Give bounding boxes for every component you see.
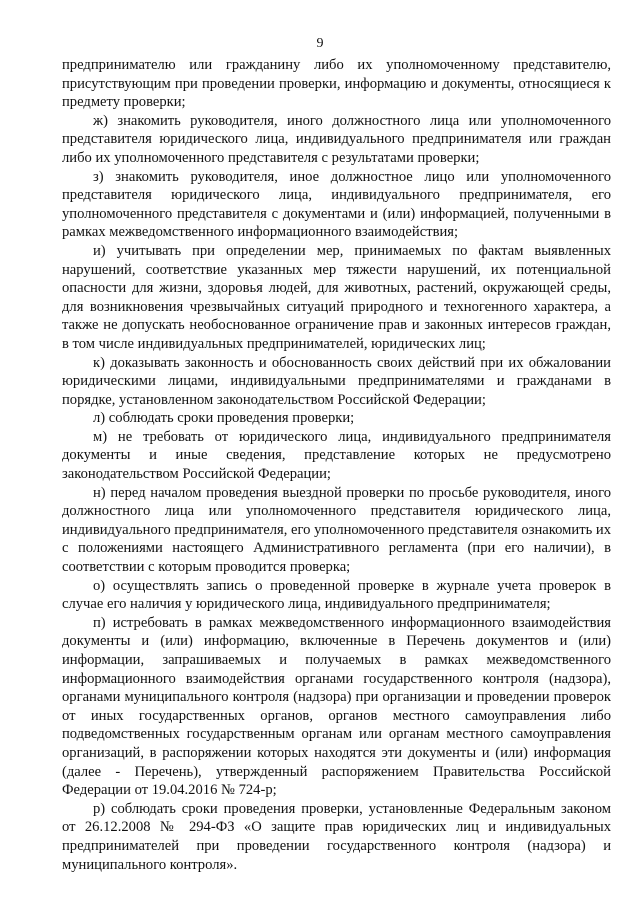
document-body: [62, 56, 611, 874]
paragraph-z: з) знакомить руководителя, иное должностное лицо или уполномоченного представителя юридического лица, индивидуального предпринимателя, его уполномоченного представителя с документами и (или) информацией, полученными в рамках межведомственного информационного взаимодействия;: [62, 168, 611, 241]
paragraph-n: н) перед началом проведения выездной проверки по просьбе руководителя, иного должностного лица или уполномоченного представителя юридического лица, индивидуального предпринимателя, его уполномоченного представителя ознакомить их с положениями настоящего Административного регламента (при его наличии), в соответствии с которым проводится проверка;: [62, 484, 611, 576]
paragraph-zh: ж) знакомить руководителя, иного должностного лица или уполномоченного представителя юридического лица, индивидуального предпринимателя или граждан либо их уполномоченного представителя с результатами проверки;: [62, 112, 611, 166]
paragraph-o: о) осуществлять запись о проведенной проверке в журнале учета проверок в случае его наличия у юридического лица, индивидуального предпринимателя;: [62, 577, 611, 613]
paragraph-k: к) доказывать законность и обоснованность своих действий при их обжаловании юридическими лицами, индивидуальными предпринимателями и гражданами в порядке, установленном законодательством Российской Федерации;: [62, 354, 611, 408]
paragraph-l: л) соблюдать сроки проведения проверки;: [93, 410, 355, 427]
paragraph-m: м) не требовать от юридического лица, индивидуального предпринимателя документы и иные сведения, представление которых не предусмотрено законодательством Российской Федерации;: [62, 428, 611, 483]
paragraph-i: и) учитывать при определении мер, принимаемых по фактам выявленных нарушений, соответствие указанных мер тяжести нарушений, их потенциальной опасности для жизни, здоровья людей, для животных, растений, окружающей среды, для возникновения чрезвычайных ситуаций природного и техногенного характера, а также не допускать необоснованное ограничение прав и законных интересов граждан, в том числе индивидуальных предпринимателей, юридических лиц;: [62, 242, 611, 352]
page-number: 9: [316, 36, 324, 51]
paragraph-r: р) соблюдать сроки проведения проверки, установленные Федеральным законом от 26.12.2008 № 294-ФЗ «О защите прав юридических лиц и индивидуальных предпринимателей при проведении государственного контроля (надзора) и муниципального контроля».: [62, 800, 611, 873]
paragraph-p: п) истребовать в рамках межведомственного информационного взаимодействия документы и (или) информацию, включенные в Перечень документов и (или) информации, запрашиваемых и получаемых в рамках межведомственного информационного взаимодействия органами государственного контроля (надзора), органами муниципального контроля (надзора) при организации и проведении проверок от иных государственных органов, органов местного самоуправления либо подведомственных государственным органам или органам местного самоуправления организаций, в распоряжении которых находятся эти документы и (или) информация (далее - Перечень), утвержденный распоряжением Правительства Российской Федерации от 19.04.2016 № 724-р;: [62, 614, 611, 799]
paragraph-continuation: предпринимателю или гражданину либо их уполномоченному представителю, присутствующим при проведении проверки, информацию и документы, относящиеся к предмету проверки;: [62, 57, 611, 111]
